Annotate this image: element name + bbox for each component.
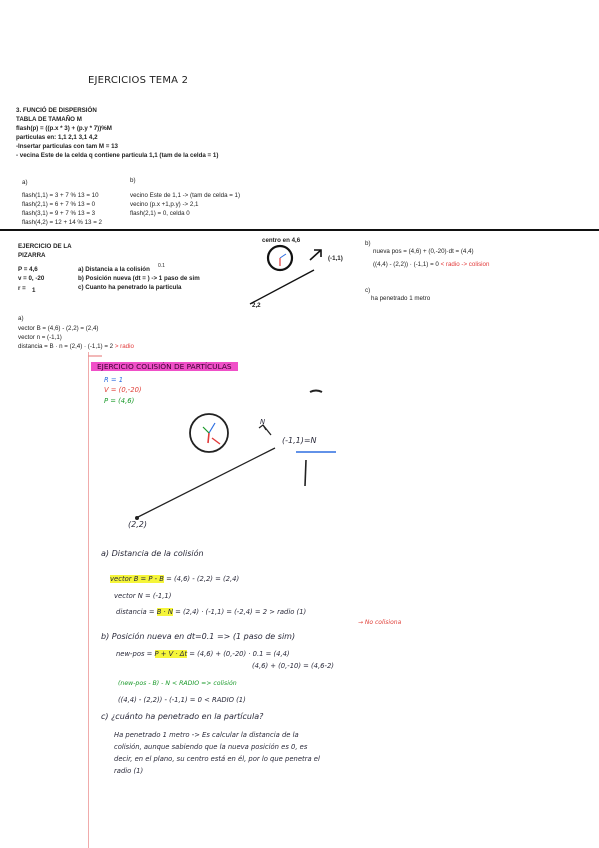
notebook-margin xyxy=(88,352,89,848)
pizarra-a-line-3: distancia = B · n = (2,4) · (-1,1) = 2 xyxy=(18,343,114,350)
hw-b-row xyxy=(116,650,290,658)
hw-b-rest2: (4,6) + (0,-10) = (4,6-2) xyxy=(252,662,334,670)
hw-p: P = (4,6) xyxy=(104,397,135,405)
pizarra-question-a: a) Distancia a la colisión xyxy=(78,266,150,273)
hw-b-pre: new-pos = xyxy=(116,650,153,658)
radius-line xyxy=(280,254,286,258)
section3-particulas: particulas en: 1,1 2,1 3,1 4,2 xyxy=(16,134,98,141)
hw-v: V = (0,-20) xyxy=(104,386,142,394)
part-a-line-3: flash(3,1) = 9 + 7 % 13 = 3 xyxy=(22,210,96,217)
hw-a-dist-pre: distancia = xyxy=(116,608,155,616)
diagram-point-label: 2,2 xyxy=(252,302,261,309)
sol-c-line: ha penetrado 1 metro xyxy=(371,295,431,302)
hw-a-dist-hl: B · N xyxy=(156,608,173,616)
part-b-line-1: vecino Este de 1,1 -> (tam de celda = 1) xyxy=(130,192,241,199)
hw-point: (2,2) xyxy=(128,520,147,529)
margin-tick xyxy=(88,355,102,357)
pizarra-a-label: a) xyxy=(18,315,24,322)
hw-c-line-4: radio (1) xyxy=(114,767,144,775)
handwritten-heading: EJERCICIO COLISIÓN DE PARTÍCULAS xyxy=(91,362,238,371)
section-divider xyxy=(0,229,599,231)
hw-c-title: c) ¿cuánto ha penetrado en la partícula? xyxy=(101,712,264,721)
diagram-normal-label: (-1,1) xyxy=(328,255,343,262)
part-b-label: b) xyxy=(130,177,136,184)
part-a-line-4: flash(4,2) = 12 + 14 % 13 = 2 xyxy=(22,219,102,226)
part-a-line-1: flash(1,1) = 3 + 7 % 13 = 10 xyxy=(22,192,99,199)
hw-b-hl: P + V · Δt xyxy=(154,650,188,658)
pizarra-p: P = 4,6 xyxy=(18,266,38,273)
plane-line xyxy=(250,270,314,304)
handwritten-diagram xyxy=(120,388,360,538)
hw-a-dist-row xyxy=(116,608,306,616)
pizarra-a-line-1: vector B = (4,6) - (2,2) = (2,4) xyxy=(18,325,99,332)
part-b-line-2: vecino (p.x +1,p.y) -> 2,1 xyxy=(130,201,199,208)
hw-vertical-stroke xyxy=(305,460,306,486)
hw-a-title: a) Distancia de la colisión xyxy=(101,549,204,558)
hw-a-n: vector N = (-1,1) xyxy=(114,592,172,600)
sol-b-line-2-wrap xyxy=(373,261,489,270)
hw-velocity xyxy=(208,433,209,443)
hw-c-line-2: colisión, aunque sabiendo que la nueva posición es 0, es xyxy=(114,743,308,751)
hw-position xyxy=(203,427,209,433)
pizarra-question-b-dt: 0.1 xyxy=(158,263,165,269)
hw-a-vector-row xyxy=(110,575,239,583)
pizarra-question-b: b) Posición nueva (dt = ) -> 1 paso de sim xyxy=(78,275,200,282)
sol-b-label: b) xyxy=(365,240,371,247)
pizarra-question-c: c) Cuanto ha penetrado la particula xyxy=(78,284,182,291)
diagram-center-label: centro en 4,6 xyxy=(262,237,301,244)
hw-c-line-3: decir, en el plano, su centro está en él, por lo que penetra el xyxy=(114,755,320,763)
hw-plane xyxy=(136,448,275,518)
pizarra-r-label: r = xyxy=(18,285,26,292)
hw-b-rest1: = (4,6) + (0,-20) · 0.1 = (4,4) xyxy=(189,650,290,658)
section3-heading2: TABLA DE TAMAÑO M xyxy=(16,116,82,123)
part-a-label: a) xyxy=(22,179,28,186)
section3-flash: flash(p) = ((p.x * 3) + (p.y * 7))%M xyxy=(16,125,112,132)
pizarra-a-line-3-wrap xyxy=(18,343,134,352)
hw-a-vector-hl: vector B = P - B xyxy=(110,575,164,583)
pizarra-v: v = 0, -20 xyxy=(18,275,45,282)
pizarra-heading2: PIZARRA xyxy=(18,252,46,259)
page-title: EJERCICIOS TEMA 2 xyxy=(88,75,189,86)
hw-b-title: b) Posición nueva en dt=0.1 => (1 paso de sim) xyxy=(101,632,296,641)
sol-b-line-1: nueva pos = (4,6) + (0,-20)·dt = (4,4) xyxy=(373,248,474,255)
sol-c-label: c) xyxy=(365,287,371,294)
hw-a-dist-rest: = (2,4) · (-1,1) = (-2,4) = 2 > radio (1) xyxy=(175,608,307,616)
section3-vecina: - vecina Este de la celda q contiene particula 1,1 (tam de la celda = 1) xyxy=(16,152,219,159)
hw-b-green: (new-pos - B) - N < RADIO => colisión xyxy=(118,680,237,687)
hw-r: R = 1 xyxy=(104,376,124,384)
part-b-line-3: flash(2,1) = 0, celda 0 xyxy=(130,210,190,217)
section3-insertar: -Insertar particulas con tam M = 13 xyxy=(16,143,118,150)
hw-a-vector-rest: = (4,6) - (2,2) = (2,4) xyxy=(166,575,240,583)
hw-n-label: N xyxy=(260,418,266,426)
hw-n-value: (-1,1)=N xyxy=(282,436,317,445)
normal-arrow xyxy=(310,250,321,260)
sol-b-red: < radio -> colision xyxy=(440,261,490,268)
hw-radius xyxy=(209,423,215,433)
section3-heading1: 3. FUNCIÓ DE DISPERSIÓN xyxy=(16,107,97,114)
hw-c-line-1: Ha penetrado 1 metro -> Es calcular la distancia de la xyxy=(114,731,299,739)
pizarra-a-red: > radio xyxy=(114,343,134,350)
squiggle-mark xyxy=(310,391,322,393)
pizarra-heading1: EJERCICIO DE LA xyxy=(18,243,72,250)
pizarra-a-line-2: vector n = (-1,1) xyxy=(18,334,62,341)
part-a-line-2: flash(2,1) = 6 + 7 % 13 = 0 xyxy=(22,201,96,208)
sol-b-line-2: ((4,4) - (2,2)) · (-1,1) = 0 xyxy=(373,261,439,268)
hw-b-calc: ((4,4) - (2,2)) - (-1,1) = 0 < RADIO (1) xyxy=(118,696,246,704)
pizarra-r-value: 1 xyxy=(32,287,36,294)
hw-a-no-colision: → No colisiona xyxy=(358,619,402,626)
